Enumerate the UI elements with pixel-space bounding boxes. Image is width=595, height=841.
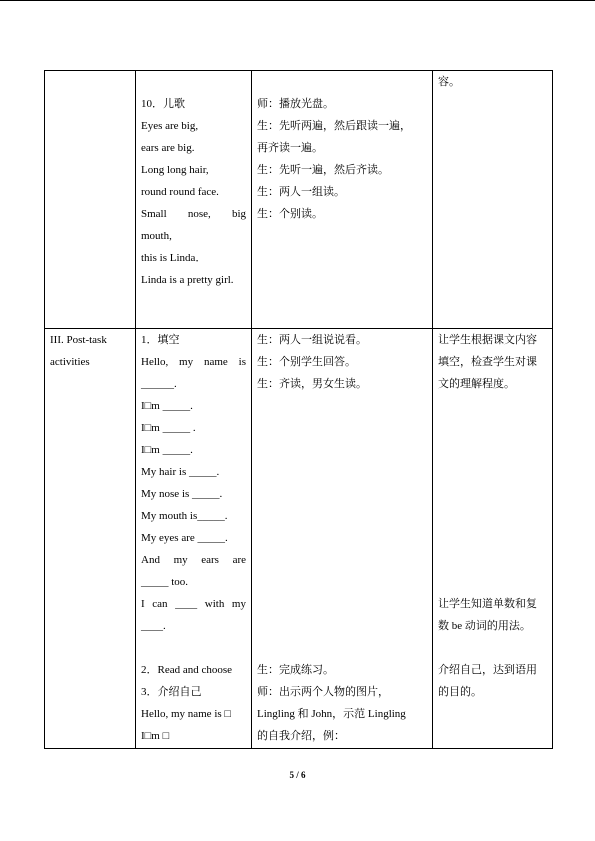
content-cell: [136, 329, 252, 749]
purpose-cell: [433, 329, 553, 749]
top-rule: [0, 0, 595, 1]
text-line: 数 be 动词的用法。: [438, 620, 531, 632]
text-line: 师：播放光盘。: [257, 98, 334, 110]
text-line: _____ too.: [141, 576, 189, 588]
text-line: this is Linda．: [141, 252, 207, 264]
text-line: 的目的。: [438, 686, 482, 698]
text-line: Hello, my name is □: [141, 708, 232, 720]
text-line: Small nose, big: [141, 208, 246, 220]
text-line: 再齐读一遍。: [257, 142, 323, 154]
text-line: mouth,: [141, 230, 172, 242]
text-line: 让学生根据课文内容: [438, 334, 537, 346]
stage-label: III. Post-task: [50, 334, 107, 346]
text-line: 生：先听一遍，然后齐读。: [257, 164, 389, 176]
text-line: Hello, my name is: [141, 356, 246, 368]
text-line: 容。: [438, 76, 460, 88]
text-line: My mouth is_____.: [141, 510, 228, 522]
text-line: round round face.: [141, 186, 219, 198]
activity-cell: [252, 329, 433, 749]
text-line: ears are big.: [141, 142, 195, 154]
stage-cell: [45, 71, 136, 329]
text-line: I□m □: [141, 730, 170, 742]
text-line: Lingling 和 John，示范 Lingling: [257, 708, 406, 720]
text-line: 生：两人一组读。: [257, 186, 345, 198]
text-line: 生：两人一组说说看。: [257, 334, 367, 346]
text-line: Eyes are big,: [141, 120, 199, 132]
text-line: 3．介绍自己: [141, 686, 202, 698]
text-line: 师：出示两个人物的图片，: [257, 686, 389, 698]
table-row: [45, 329, 553, 749]
lesson-plan-table: [44, 70, 553, 749]
text-line: 生：个别读。: [257, 208, 323, 220]
text-line: 生：先听两遍，然后跟读一遍，: [257, 120, 411, 132]
text-line: And my ears are: [141, 554, 246, 566]
text-line: 文的理解程度。: [438, 378, 515, 390]
text-line: 的自我介绍，例：: [257, 730, 345, 742]
text-line: My nose is _____.: [141, 488, 223, 500]
purpose-cell: [433, 71, 553, 329]
text-line: 10．儿歌: [141, 98, 185, 110]
content-cell: [136, 71, 252, 329]
stage-cell: [45, 329, 136, 749]
text-line: ______.: [141, 378, 177, 390]
text-line: Linda is a pretty girl.: [141, 274, 234, 286]
table-row: [45, 71, 553, 329]
text-line: 生：个别学生回答。: [257, 356, 356, 368]
text-line: I□m _____.: [141, 400, 193, 412]
text-line: 让学生知道单数和复: [438, 598, 537, 610]
text-line: Long long hair,: [141, 164, 209, 176]
text-line: My eyes are _____.: [141, 532, 228, 544]
text-line: I□m _____.: [141, 444, 193, 456]
page-number: 5 / 6: [289, 770, 306, 780]
text-line: 1．填空: [141, 334, 180, 346]
text-line: 填空，检查学生对课: [438, 356, 537, 368]
text-line: 2．Read and choose: [141, 664, 233, 676]
text-line: 生：完成练习。: [257, 664, 334, 676]
text-line: I□m _____ .: [141, 422, 196, 434]
text-line: 生：齐读，男女生读。: [257, 378, 367, 390]
text-line: My hair is _____.: [141, 466, 220, 478]
text-line: I can ____ with my: [141, 598, 246, 610]
text-line: 介绍自己，达到语用: [438, 664, 537, 676]
activity-cell: [252, 71, 433, 329]
text-line: ____.: [141, 620, 166, 632]
stage-label: activities: [50, 356, 90, 368]
